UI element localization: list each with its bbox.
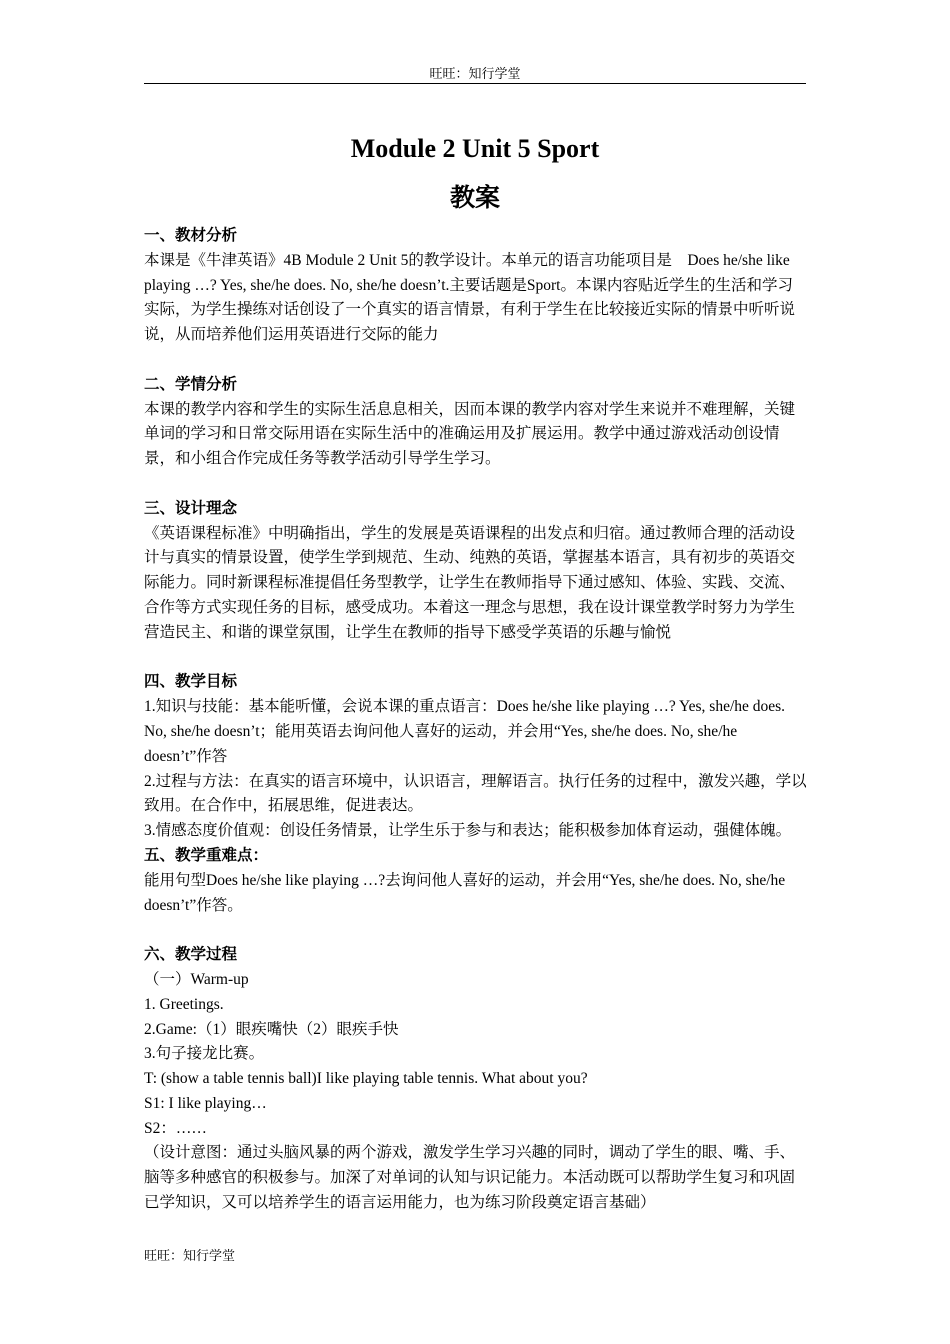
process-subheading: （一）Warm-up <box>144 970 249 988</box>
section-paragraph-key-points: 能用句型Does he/she like playing …?去询问他人喜好的运动，并会用“Yes, she/he does. No, she/he doesn’t”作答。 <box>144 871 786 914</box>
process-line: T: (show a table tennis ball)I like playing table tennis. What about you? <box>144 1070 588 1088</box>
section-paragraph-learners: 本课的教学内容和学生的实际生活息息相关，因而本课的教学内容对学生来说并不难理解，关键单词的学习和日常交际用语在实际生活中的准确运用及扩展运用。教学中通过游戏活动创设情景，和小组合作完成任务等教学活动引导学生学习。 <box>144 400 796 468</box>
section-heading-concept: 三、设计理念 <box>144 499 238 517</box>
objective-item-3: 3.情感态度价值观：创设任务情景，让学生乐于参与和表达；能积极参加体育运动，强健体魄。 <box>144 822 792 840</box>
document-body <box>144 224 808 1216</box>
paragraph-gap <box>144 918 808 943</box>
design-intent-note: （设计意图：通过头脑风暴的两个游戏，激发学生学习兴趣的同时，调动了学生的眼、嘴、手、脑等多种感官的积极参与。加深了对单词的认知与识记能力。本活动既可以帮助学生复习和巩固已学知识，又可以培养学生的语言运用能力，也为练习阶段奠定语言基础） <box>144 1144 796 1212</box>
paragraph-gap <box>144 348 808 373</box>
section-heading-process: 六、教学过程 <box>144 946 238 964</box>
section-heading-objectives: 四、教学目标 <box>144 673 238 691</box>
paragraph-gap <box>144 646 808 671</box>
header-divider <box>144 83 806 84</box>
document-subtitle: 教案 <box>449 185 500 212</box>
objective-item-1: 1.知识与技能：基本能听懂，会说本课的重点语言：Does he/she like playing …? Yes, she/he does. No, she/he doesn’t；能用英语去询问他人喜好的运动，并会用“Yes, she/he does. No, she/he doesn’t”作答 <box>144 698 786 765</box>
section-paragraph-analysis: 本课是《牛津英语》4B Module 2 Unit 5的教学设计。本单元的语言功能项目是 Does he/she like playing …? Yes, she/he does. No, she/he doesn’t.主要话题是Sport。本课内容贴近学生的生活和学习实际，为学生操练对话创设了一个真实的语言情景，有利于学生在比较接近实际的情景中听听说说，从而培养他们运用英语进行交际的能力 <box>144 251 796 344</box>
document-title: Module 2 Unit 5 Sport <box>350 134 600 163</box>
page-footer: 旺旺：知行学堂 <box>144 1248 236 1263</box>
section-heading-key-points: 五、教学重难点： <box>144 846 269 864</box>
process-line: 2.Game:（1）眼疾嘴快（2）眼疾手快 <box>144 1020 399 1038</box>
paragraph-gap <box>144 472 808 497</box>
process-line: S2：…… <box>144 1119 207 1137</box>
section-paragraph-concept: 《英语课程标准》中明确指出，学生的发展是英语课程的出发点和归宿。通过教师合理的活动设计与真实的情景设置，使学生学到规范、生动、纯熟的英语，掌握基本语言，具有初步的英语交际能力。同时新课程标准提倡任务型教学，让学生在教师指导下通过感知、体验、实践、交流、合作等方式实现任务的目标，感受成功。本着这一理念与思想，我在设计课堂教学时努力为学生营造民主、和谐的课堂氛围，让学生在教师的指导下感受学英语的乐趣与愉悦 <box>144 524 796 641</box>
section-heading-analysis: 一、教材分析 <box>144 227 238 244</box>
process-line: S1: I like playing… <box>144 1094 267 1112</box>
page-header: 旺旺：知行学堂 <box>429 66 521 81</box>
process-line: 1. Greetings. <box>144 995 224 1013</box>
section-heading-learners: 二、学情分析 <box>144 375 238 393</box>
process-line: 3.句子接龙比赛。 <box>144 1045 265 1063</box>
objective-item-2: 2.过程与方法：在真实的语言环境中，认识语言，理解语言。执行任务的过程中，激发兴趣，学以致用。在合作中，拓展思维，促进表达。 <box>144 772 807 815</box>
